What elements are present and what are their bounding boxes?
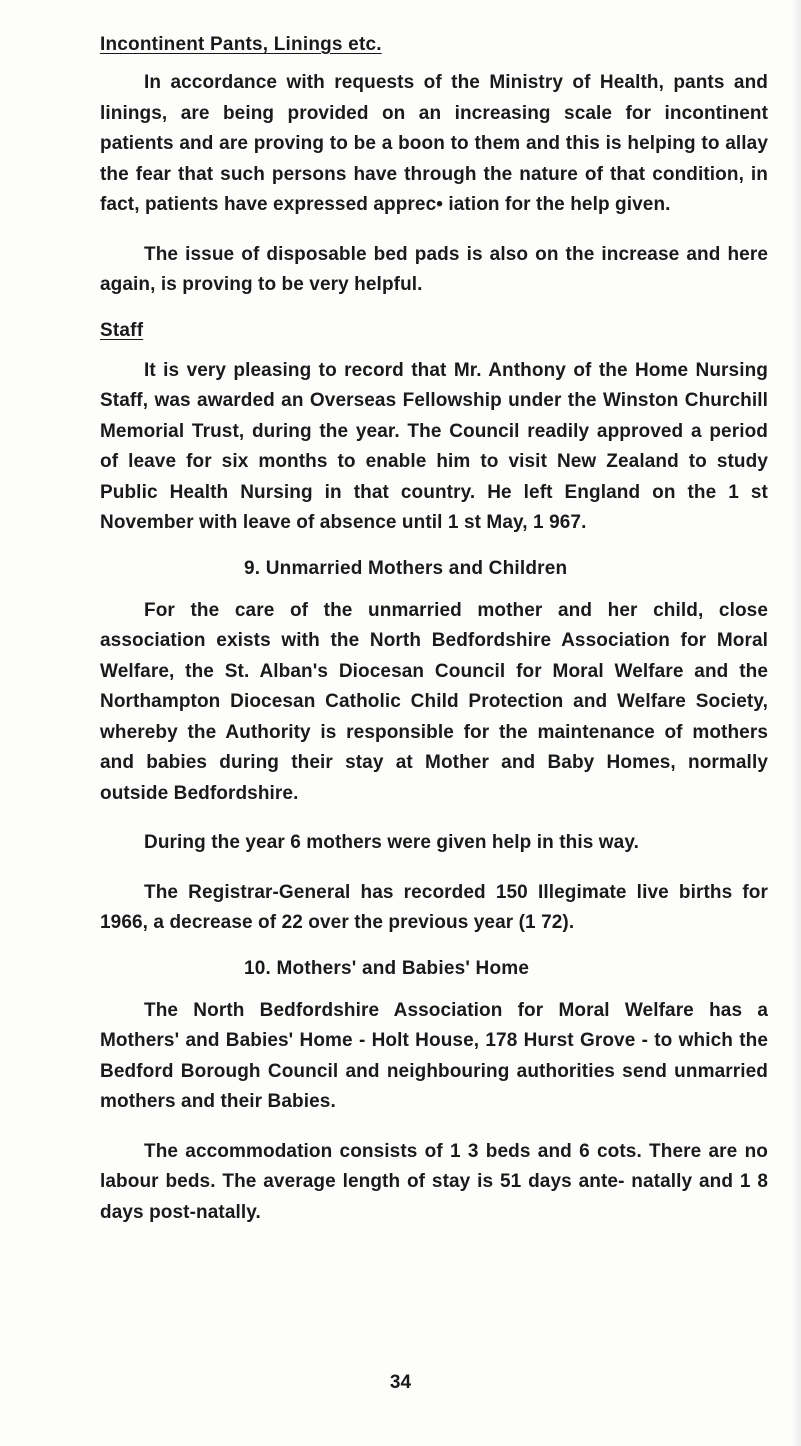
paragraph-unmarried-3: The Registrar-General has recorded 150 Illegimate live births for 1966, a decrease of 22 over the previous year (1 72). [100,881,768,933]
section-heading-mothers-babies-home: 10. Mothers' and Babies' Home [244,957,530,979]
section-heading-staff: Staff [100,319,144,341]
paragraph-home-2: The accommodation consists of 1 3 beds and 6 cots. There are no labour beds. The average length of stay is 51 days ante- natally and 1 8 days post-natally. [100,1140,768,1223]
section-heading-unmarried-mothers: 9. Unmarried Mothers and Children [244,557,568,579]
paragraph-unmarried-2: During the year 6 mothers were given help in this way. [144,832,639,853]
page-number: 34 [389,1372,412,1393]
section-heading-incontinent-pants: Incontinent Pants, Linings etc. [100,34,382,55]
document-body [100,34,768,1247]
paragraph-incontinent-2: The issue of disposable bed pads is also on the increase and here again, is proving to be very helpful. [100,243,768,295]
paragraph-unmarried-1: For the care of the unmarried mother and her child, close association exists with the North Bedfordshire Association for Moral Welfare, the St. Alban's Diocesan Council for Moral Welfare and the Northampton Diocesan Catholic Child Protection and Welfare Society, whereby the Authority is responsible for the maintenance of mothers and babies during their stay at Mother and Baby Homes, normally outside Bedfordshire. [100,599,768,804]
paragraph-incontinent-1: In accordance with requests of the Ministry of Health, pants and linings, are being provided on an increasing scale for incontinent patients and are proving to be a boon to them and this is helping to allay the fear that such persons have through the nature of that condition, in fact, patients have expressed apprec• iation for the help given. [100,72,768,215]
page-edge-shadow [791,0,801,1446]
paragraph-home-1: The North Bedfordshire Association for Moral Welfare has a Mothers' and Babies' Home - Holt House, 178 Hurst Grove - to which the Bedford Borough Council and neighbouring authorities send unmarried mothers and their Babies. [100,999,768,1112]
paragraph-staff-1: It is very pleasing to record that Mr. Anthony of the Home Nursing Staff, was awarded an Overseas Fellowship under the Winston Churchill Memorial Trust, during the year. The Council readily approved a period of leave for six months to enable him to visit New Zealand to study Public Health Nursing in that country. He left England on the 1 st November with leave of absence until 1 st May, 1 967. [100,359,768,533]
